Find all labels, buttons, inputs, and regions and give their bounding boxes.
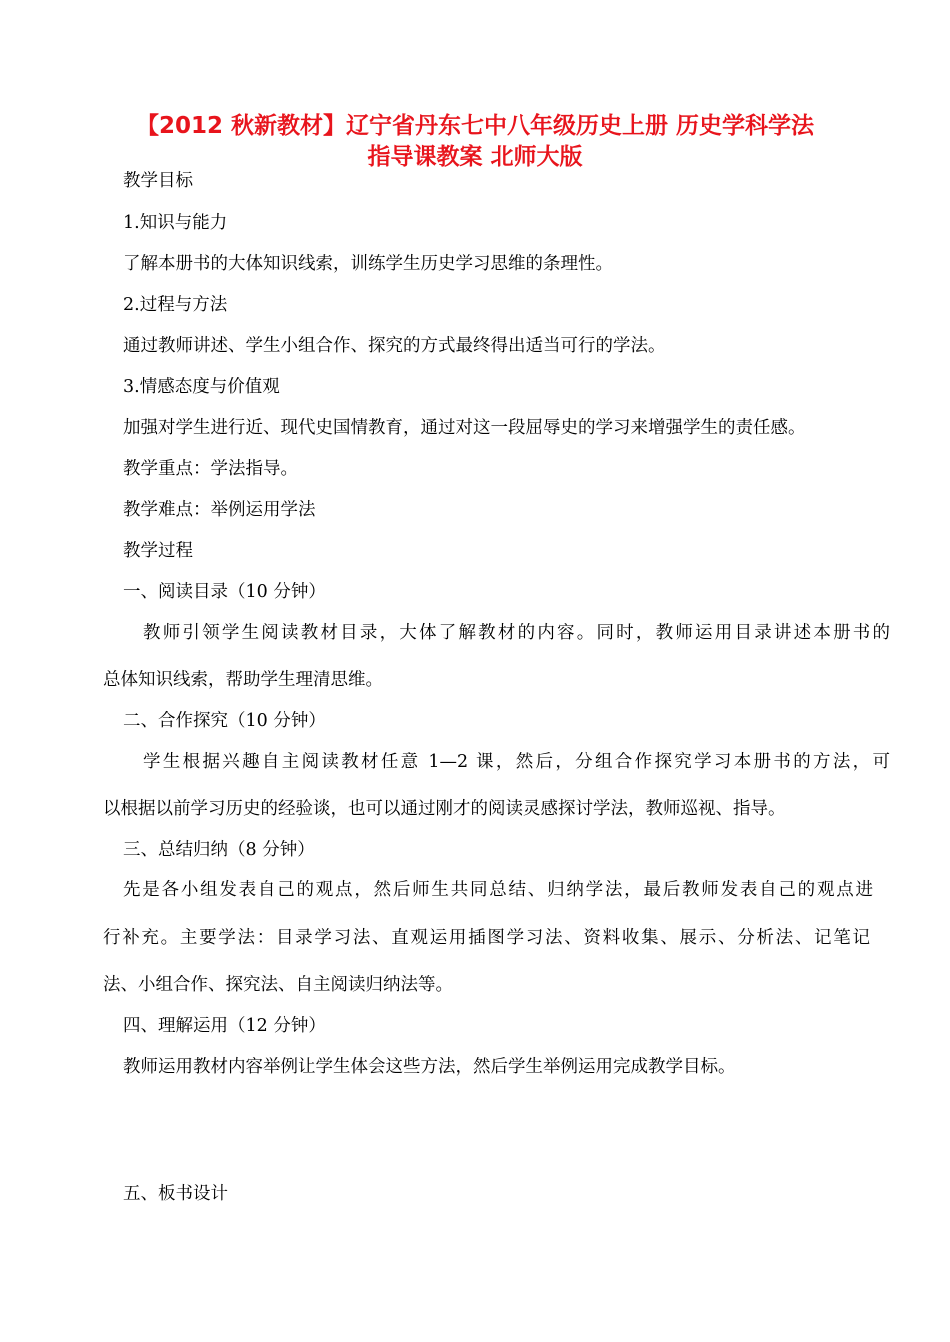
- step3-paragraph-line1: 先是各小组发表自己的观点，然后师生共同总结、归纳学法，最后教师发表自己的观点进: [123, 880, 873, 900]
- teaching-process-heading: 教学过程: [123, 541, 193, 561]
- objectives-heading: 教学目标: [123, 171, 193, 191]
- process-method-text: 通过教师讲述、学生小组合作、探究的方式最终得出适当可行的学法。: [123, 336, 666, 356]
- difficult-point: 教学难点：举例运用学法: [123, 500, 316, 520]
- step1-paragraph-line1: 教师引领学生阅读教材目录，大体了解教材的内容。同时，教师运用目录讲述本册书的: [143, 623, 890, 643]
- document-title-line1: 【2012 秋新教材】辽宁省丹东七中八年级历史上册 历史学科学法: [135, 113, 815, 139]
- emotion-heading: 3.情感态度与价值观: [123, 377, 280, 397]
- step3-paragraph-line2: 行补充。主要学法：目录学习法、直观运用插图学习法、资料收集、展示、分析法、记笔记: [103, 928, 870, 948]
- process-method-heading: 2.过程与方法: [123, 295, 228, 315]
- emotion-text: 加强对学生进行近、现代史国情教育，通过对这一段屈辱史的学习来增强学生的责任感。: [123, 418, 806, 438]
- step2-paragraph-line2: 以根据以前学习历史的经验谈，也可以通过刚才的阅读灵感探讨学法，教师巡视、指导。: [103, 799, 786, 819]
- document-title-line2: 指导课教案 北师大版: [367, 144, 583, 170]
- step3-heading: 三、总结归纳（8 分钟）: [123, 840, 315, 860]
- step1-paragraph-line2: 总体知识线索，帮助学生理清思维。: [103, 670, 383, 690]
- step4-text: 教师运用教材内容举例让学生体会这些方法，然后学生举例运用完成教学目标。: [123, 1057, 736, 1077]
- key-point: 教学重点：学法指导。: [123, 459, 298, 479]
- knowledge-text: 了解本册书的大体知识线索，训练学生历史学习思维的条理性。: [123, 254, 613, 274]
- step3-paragraph-line3: 法、小组合作、探究法、自主阅读归纳法等。: [103, 975, 453, 995]
- step5-heading: 五、板书设计: [123, 1184, 228, 1204]
- step4-heading: 四、理解运用（12 分钟）: [123, 1016, 326, 1036]
- step2-heading: 二、合作探究（10 分钟）: [123, 711, 326, 731]
- knowledge-heading: 1.知识与能力: [123, 213, 228, 233]
- step1-heading: 一、阅读目录（10 分钟）: [123, 582, 326, 602]
- step2-paragraph-line1: 学生根据兴趣自主阅读教材任意 1—2 课，然后，分组合作探究学习本册书的方法，可: [143, 752, 890, 772]
